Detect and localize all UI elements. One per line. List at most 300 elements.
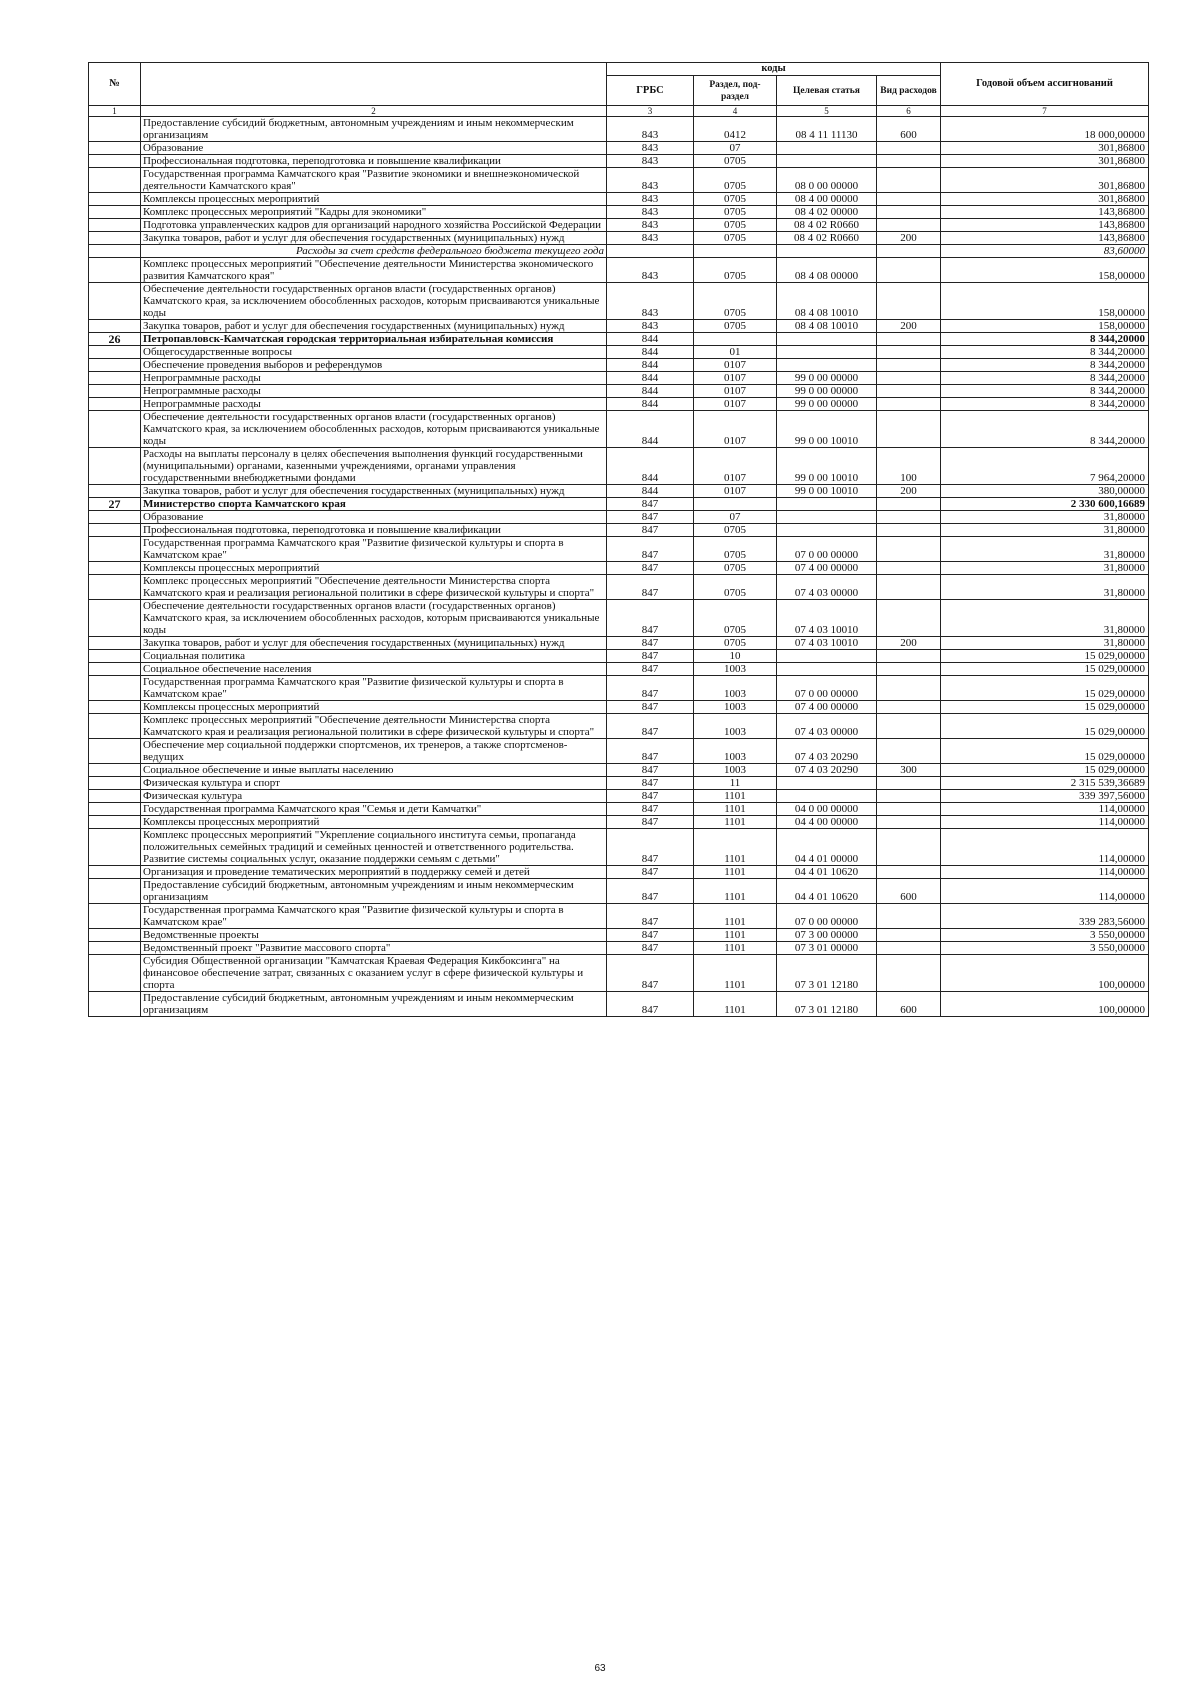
row-name: Образование [141, 142, 607, 155]
row-name: Непрограммные расходы [141, 372, 607, 385]
row-section: 0412 [694, 117, 777, 142]
row-section: 07 [694, 142, 777, 155]
row-grbs: 843 [607, 155, 694, 168]
row-section: 1101 [694, 829, 777, 866]
row-type [877, 575, 941, 600]
row-number [89, 663, 141, 676]
row-section: 1003 [694, 701, 777, 714]
row-type [877, 829, 941, 866]
row-number: 27 [89, 498, 141, 511]
col-number: 3 [607, 106, 694, 117]
table-row [89, 385, 1149, 398]
row-number [89, 245, 141, 258]
row-amount: 301,86800 [941, 142, 1149, 155]
row-number [89, 258, 141, 283]
row-section: 0107 [694, 411, 777, 448]
row-target: 08 4 08 10010 [777, 320, 877, 333]
row-type [877, 929, 941, 942]
row-section: 1003 [694, 676, 777, 701]
row-number [89, 777, 141, 790]
row-amount: 158,00000 [941, 283, 1149, 320]
row-target: 04 0 00 00000 [777, 803, 877, 816]
row-type [877, 168, 941, 193]
header-codes: коды [607, 63, 941, 76]
row-target [777, 333, 877, 346]
row-amount: 8 344,20000 [941, 333, 1149, 346]
row-amount: 143,86800 [941, 206, 1149, 219]
table-row [89, 803, 1149, 816]
row-section: 1101 [694, 992, 777, 1017]
row-type [877, 701, 941, 714]
row-name: Комплекс процессных мероприятий "Обеспечение деятельности Министерства спорта Камчатского края и реализация региональной политики в сфере физической культуры и спорта" [141, 575, 607, 600]
row-grbs: 847 [607, 942, 694, 955]
row-amount: 114,00000 [941, 816, 1149, 829]
table-row [89, 411, 1149, 448]
row-amount: 158,00000 [941, 258, 1149, 283]
table-row [89, 929, 1149, 942]
row-type [877, 803, 941, 816]
row-number [89, 829, 141, 866]
row-name: Обеспечение проведения выборов и референдумов [141, 359, 607, 372]
row-section: 0705 [694, 524, 777, 537]
row-amount: 114,00000 [941, 879, 1149, 904]
header-type: Вид расходов [877, 76, 941, 106]
row-amount: 15 029,00000 [941, 739, 1149, 764]
row-grbs: 844 [607, 359, 694, 372]
row-number [89, 650, 141, 663]
row-name: Организация и проведение тематических мероприятий в поддержку семей и детей [141, 866, 607, 879]
header-grbs: ГРБС [607, 76, 694, 106]
row-name: Обеспечение мер социальной поддержки спортсменов, их тренеров, а также спортсменов-ведущих [141, 739, 607, 764]
table-row [89, 117, 1149, 142]
row-section: 1003 [694, 663, 777, 676]
row-target: 08 4 02 00000 [777, 206, 877, 219]
row-target: 04 4 01 10620 [777, 866, 877, 879]
row-name: Профессиональная подготовка, переподготовка и повышение квалификации [141, 524, 607, 537]
row-target: 07 0 00 00000 [777, 904, 877, 929]
row-grbs: 843 [607, 320, 694, 333]
row-type [877, 155, 941, 168]
row-section: 07 [694, 511, 777, 524]
row-number [89, 600, 141, 637]
row-grbs: 843 [607, 219, 694, 232]
row-section: 1101 [694, 803, 777, 816]
row-target [777, 498, 877, 511]
row-section: 1101 [694, 879, 777, 904]
row-grbs: 844 [607, 398, 694, 411]
table-row [89, 320, 1149, 333]
table-row [89, 637, 1149, 650]
row-number [89, 739, 141, 764]
row-grbs: 847 [607, 663, 694, 676]
row-amount: 3 550,00000 [941, 929, 1149, 942]
row-number [89, 562, 141, 575]
table-row [89, 219, 1149, 232]
row-amount: 8 344,20000 [941, 385, 1149, 398]
row-type [877, 663, 941, 676]
row-target: 07 0 00 00000 [777, 676, 877, 701]
row-type [877, 398, 941, 411]
header-target: Целевая статья [777, 76, 877, 106]
table-row [89, 245, 1149, 258]
row-grbs: 847 [607, 537, 694, 562]
table-row [89, 739, 1149, 764]
row-target: 07 4 03 00000 [777, 714, 877, 739]
row-section: 1003 [694, 714, 777, 739]
table-row [89, 537, 1149, 562]
row-amount: 158,00000 [941, 320, 1149, 333]
row-number [89, 346, 141, 359]
row-number [89, 524, 141, 537]
row-type [877, 904, 941, 929]
row-section: 1101 [694, 929, 777, 942]
table-row [89, 942, 1149, 955]
row-grbs: 847 [607, 955, 694, 992]
col-number: 2 [141, 106, 607, 117]
row-amount: 31,80000 [941, 524, 1149, 537]
row-number [89, 929, 141, 942]
row-amount: 18 000,00000 [941, 117, 1149, 142]
row-grbs: 847 [607, 524, 694, 537]
row-amount: 8 344,20000 [941, 411, 1149, 448]
row-section: 1003 [694, 764, 777, 777]
row-grbs: 847 [607, 714, 694, 739]
row-number [89, 816, 141, 829]
row-grbs: 844 [607, 411, 694, 448]
row-grbs: 847 [607, 676, 694, 701]
row-name: Обеспечение деятельности государственных органов власти (государственных органов) Камчатского края, за исключением обособленных расходов, которым присваиваются уникальные коды [141, 283, 607, 320]
row-number [89, 575, 141, 600]
page-number: 63 [594, 1663, 606, 1674]
table-row [89, 992, 1149, 1017]
row-name: Комплекс процессных мероприятий "Обеспечение деятельности Министерства спорта Камчатского края и реализация региональной политики в сфере физической культуры и спорта" [141, 714, 607, 739]
row-target [777, 790, 877, 803]
col-number: 4 [694, 106, 777, 117]
row-type [877, 372, 941, 385]
row-target [777, 650, 877, 663]
row-name: Социальное обеспечение и иные выплаты населению [141, 764, 607, 777]
row-amount: 15 029,00000 [941, 764, 1149, 777]
row-name: Государственная программа Камчатского края "Семья и дети Камчатки" [141, 803, 607, 816]
row-name: Комплексы процессных мероприятий [141, 701, 607, 714]
row-number [89, 448, 141, 485]
row-number [89, 790, 141, 803]
table-row [89, 676, 1149, 701]
table-row [89, 155, 1149, 168]
row-type: 200 [877, 637, 941, 650]
row-number [89, 904, 141, 929]
row-target: 07 4 00 00000 [777, 701, 877, 714]
row-target: 99 0 00 10010 [777, 485, 877, 498]
row-name: Общегосударственные вопросы [141, 346, 607, 359]
row-grbs: 847 [607, 637, 694, 650]
row-grbs: 844 [607, 385, 694, 398]
table-body [89, 117, 1149, 1017]
row-amount: 2 330 600,16689 [941, 498, 1149, 511]
row-amount: 143,86800 [941, 219, 1149, 232]
row-grbs: 847 [607, 511, 694, 524]
row-number [89, 701, 141, 714]
row-number [89, 385, 141, 398]
table-row [89, 904, 1149, 929]
row-name: Физическая культура и спорт [141, 777, 607, 790]
row-target: 07 4 03 20290 [777, 764, 877, 777]
column-numbers-row [89, 106, 1149, 117]
row-grbs: 847 [607, 790, 694, 803]
table-row [89, 168, 1149, 193]
table-row [89, 600, 1149, 637]
table-row [89, 193, 1149, 206]
header-name [141, 63, 607, 106]
row-section [694, 245, 777, 258]
row-name: Расходы за счет средств федерального бюджета текущего года [141, 245, 607, 258]
row-name: Ведомственный проект "Развитие массового спорта" [141, 942, 607, 955]
row-name: Субсидия Общественной организации "Камчатская Краевая Федерация Кикбоксинга" на финансовое обеспечение затрат, связанных с оказанием услуг в сфере физической культуры и спорта [141, 955, 607, 992]
row-section: 0705 [694, 562, 777, 575]
row-number [89, 320, 141, 333]
row-type [877, 206, 941, 219]
row-number [89, 511, 141, 524]
row-target: 99 0 00 10010 [777, 411, 877, 448]
row-amount: 301,86800 [941, 155, 1149, 168]
row-target: 08 4 02 R0660 [777, 232, 877, 245]
row-section: 1101 [694, 816, 777, 829]
row-target: 07 4 00 00000 [777, 562, 877, 575]
row-section: 0107 [694, 372, 777, 385]
row-section: 10 [694, 650, 777, 663]
row-target: 99 0 00 00000 [777, 372, 877, 385]
row-type [877, 714, 941, 739]
row-grbs: 847 [607, 575, 694, 600]
row-number [89, 193, 141, 206]
row-target [777, 142, 877, 155]
row-type [877, 283, 941, 320]
row-amount: 83,60000 [941, 245, 1149, 258]
row-section: 0107 [694, 485, 777, 498]
row-type: 600 [877, 117, 941, 142]
row-number [89, 283, 141, 320]
row-type [877, 245, 941, 258]
row-name: Физическая культура [141, 790, 607, 803]
row-type [877, 385, 941, 398]
row-section: 0705 [694, 193, 777, 206]
row-target: 08 0 00 00000 [777, 168, 877, 193]
row-target: 07 4 03 00000 [777, 575, 877, 600]
row-amount: 31,80000 [941, 600, 1149, 637]
row-grbs: 847 [607, 803, 694, 816]
row-name: Расходы на выплаты персоналу в целях обеспечения выполнения функций государственными (муниципальными) органами, казенными учреждениями, органами управления государственными внебюджетными фондами [141, 448, 607, 485]
row-amount: 339 397,56000 [941, 790, 1149, 803]
row-name: Подготовка управленческих кадров для организаций народного хозяйства Российской Федерации [141, 219, 607, 232]
row-name: Министерство спорта Камчатского края [141, 498, 607, 511]
row-target: 99 0 00 00000 [777, 385, 877, 398]
row-name: Комплексы процессных мероприятий [141, 562, 607, 575]
row-number [89, 714, 141, 739]
row-type [877, 600, 941, 637]
row-number [89, 359, 141, 372]
row-number [89, 676, 141, 701]
row-grbs: 843 [607, 206, 694, 219]
row-grbs: 847 [607, 992, 694, 1017]
row-target: 07 3 01 12180 [777, 955, 877, 992]
row-section: 1003 [694, 739, 777, 764]
row-type [877, 359, 941, 372]
row-number [89, 485, 141, 498]
row-name: Закупка товаров, работ и услуг для обеспечения государственных (муниципальных) нужд [141, 637, 607, 650]
row-amount: 114,00000 [941, 803, 1149, 816]
row-number [89, 803, 141, 816]
row-amount: 301,86800 [941, 168, 1149, 193]
row-amount: 100,00000 [941, 955, 1149, 992]
row-type: 200 [877, 232, 941, 245]
row-amount: 100,00000 [941, 992, 1149, 1017]
row-grbs: 843 [607, 117, 694, 142]
row-name: Социальная политика [141, 650, 607, 663]
row-section: 11 [694, 777, 777, 790]
row-type [877, 219, 941, 232]
row-number: 26 [89, 333, 141, 346]
row-grbs: 843 [607, 193, 694, 206]
row-number [89, 168, 141, 193]
row-type [877, 777, 941, 790]
row-target: 07 4 03 20290 [777, 739, 877, 764]
col-number: 1 [89, 106, 141, 117]
table-row [89, 511, 1149, 524]
row-type [877, 193, 941, 206]
row-name: Непрограммные расходы [141, 385, 607, 398]
row-amount: 15 029,00000 [941, 650, 1149, 663]
row-section [694, 498, 777, 511]
row-target [777, 524, 877, 537]
row-name: Государственная программа Камчатского края "Развитие физической культуры и спорта в Камчатском крае" [141, 676, 607, 701]
row-amount: 8 344,20000 [941, 359, 1149, 372]
row-grbs: 847 [607, 904, 694, 929]
row-number [89, 142, 141, 155]
header-amount: Годовой объем ассигнований [941, 63, 1149, 106]
row-amount: 31,80000 [941, 562, 1149, 575]
row-type [877, 676, 941, 701]
row-grbs: 843 [607, 142, 694, 155]
row-target [777, 359, 877, 372]
row-amount: 15 029,00000 [941, 663, 1149, 676]
row-amount: 7 964,20000 [941, 448, 1149, 485]
row-grbs: 843 [607, 168, 694, 193]
row-type: 600 [877, 879, 941, 904]
row-grbs: 847 [607, 816, 694, 829]
row-number [89, 232, 141, 245]
row-type [877, 790, 941, 803]
table-row [89, 650, 1149, 663]
row-number [89, 411, 141, 448]
row-type [877, 258, 941, 283]
row-grbs: 847 [607, 866, 694, 879]
table-row [89, 829, 1149, 866]
row-name: Обеспечение деятельности государственных органов власти (государственных органов) Камчатского края, за исключением обособленных расходов, которым присваиваются уникальные коды [141, 600, 607, 637]
table-row [89, 777, 1149, 790]
row-name: Профессиональная подготовка, переподготовка и повышение квалификации [141, 155, 607, 168]
row-name: Ведомственные проекты [141, 929, 607, 942]
row-type [877, 411, 941, 448]
row-target: 04 4 01 00000 [777, 829, 877, 866]
row-name: Комплексы процессных мероприятий [141, 193, 607, 206]
row-target: 08 4 00 00000 [777, 193, 877, 206]
row-grbs: 847 [607, 701, 694, 714]
row-section: 0705 [694, 600, 777, 637]
row-amount: 2 315 539,36689 [941, 777, 1149, 790]
table-row [89, 562, 1149, 575]
row-amount: 339 283,56000 [941, 904, 1149, 929]
row-name: Закупка товаров, работ и услуг для обеспечения государственных (муниципальных) нужд [141, 485, 607, 498]
table-row [89, 764, 1149, 777]
row-target [777, 663, 877, 676]
row-grbs: 844 [607, 448, 694, 485]
row-grbs: 843 [607, 258, 694, 283]
row-amount: 143,86800 [941, 232, 1149, 245]
table-row [89, 790, 1149, 803]
row-target: 07 3 01 00000 [777, 942, 877, 955]
row-name: Закупка товаров, работ и услуг для обеспечения государственных (муниципальных) нужд [141, 320, 607, 333]
row-target: 07 4 03 10010 [777, 600, 877, 637]
row-type [877, 346, 941, 359]
row-amount: 3 550,00000 [941, 942, 1149, 955]
row-amount: 31,80000 [941, 637, 1149, 650]
row-target: 07 4 03 10010 [777, 637, 877, 650]
table-row [89, 575, 1149, 600]
row-type [877, 498, 941, 511]
table-row [89, 206, 1149, 219]
table-row [89, 283, 1149, 320]
row-name: Комплекс процессных мероприятий "Обеспечение деятельности Министерства экономического развития Камчатского края" [141, 258, 607, 283]
row-amount: 114,00000 [941, 829, 1149, 866]
row-grbs: 843 [607, 283, 694, 320]
row-amount: 31,80000 [941, 511, 1149, 524]
row-section: 1101 [694, 942, 777, 955]
row-section: 0705 [694, 537, 777, 562]
row-number [89, 537, 141, 562]
row-target [777, 511, 877, 524]
header-num: № [89, 63, 141, 106]
col-number: 6 [877, 106, 941, 117]
row-section: 1101 [694, 866, 777, 879]
row-target: 04 4 00 00000 [777, 816, 877, 829]
table-row [89, 663, 1149, 676]
budget-table [88, 62, 1149, 1017]
row-number [89, 637, 141, 650]
row-section: 0705 [694, 206, 777, 219]
row-type [877, 537, 941, 562]
row-section: 0107 [694, 448, 777, 485]
row-grbs: 847 [607, 562, 694, 575]
col-number: 5 [777, 106, 877, 117]
row-grbs: 847 [607, 777, 694, 790]
row-amount: 15 029,00000 [941, 676, 1149, 701]
row-number [89, 879, 141, 904]
row-name: Комплекс процессных мероприятий "Кадры для экономики" [141, 206, 607, 219]
table-row [89, 485, 1149, 498]
table-row [89, 232, 1149, 245]
row-number [89, 372, 141, 385]
table-row [89, 714, 1149, 739]
row-section: 0705 [694, 575, 777, 600]
row-type [877, 562, 941, 575]
table-header [89, 63, 1149, 117]
table-row [89, 346, 1149, 359]
row-target: 07 3 00 00000 [777, 929, 877, 942]
row-section [694, 333, 777, 346]
row-type [877, 650, 941, 663]
table-row [89, 955, 1149, 992]
table-row [89, 448, 1149, 485]
